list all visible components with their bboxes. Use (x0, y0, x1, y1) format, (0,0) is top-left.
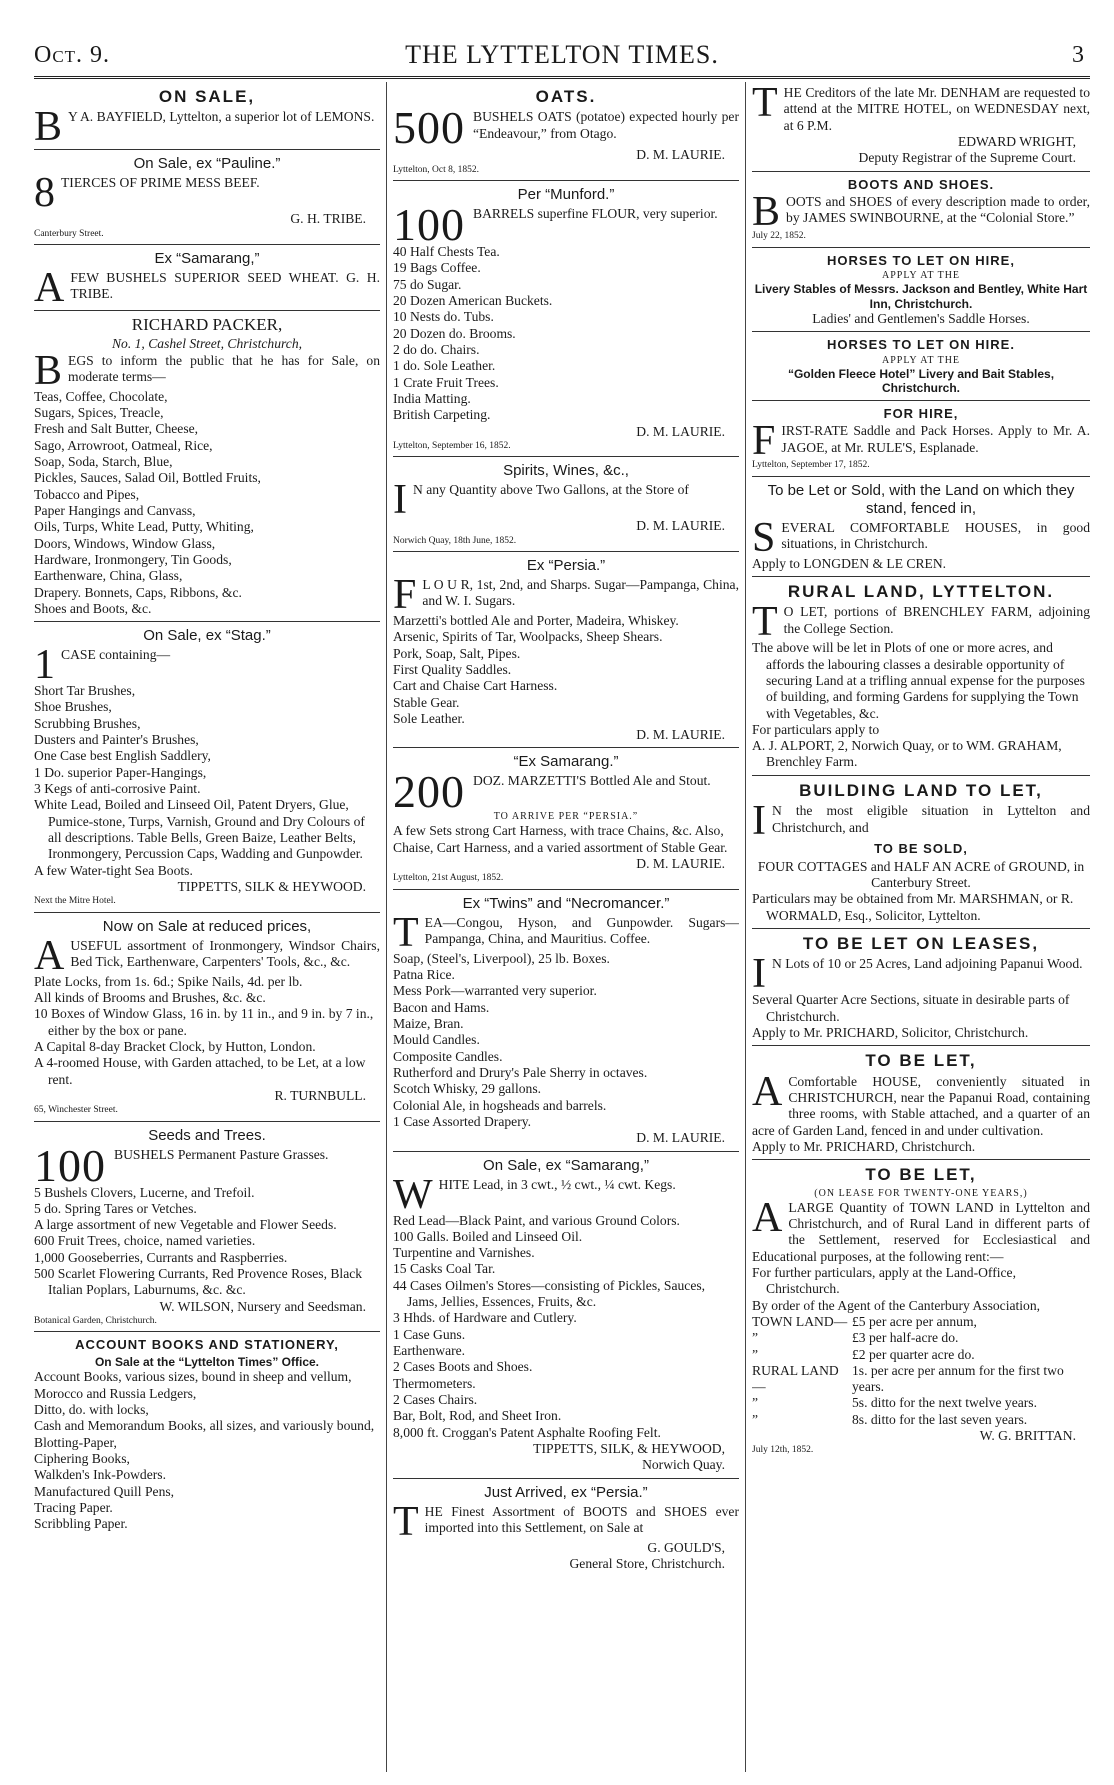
issue-date: Oct. 9. (34, 42, 111, 68)
ad-heading: Spirits, Wines, &c., (503, 462, 629, 480)
ad-signature: D. M. LAURIE. (636, 1130, 725, 1146)
ad-signature: TIPPETTS, SILK & HEYWOOD. (177, 878, 366, 894)
ad-venue: “Golden Fleece Hotel” Livery and Bait Stables, Christchurch. (787, 366, 1055, 396)
ad-initial: F (752, 423, 776, 460)
advertisement (34, 1332, 380, 1536)
ad-initial: 500 (393, 109, 465, 148)
ad-initial: A (34, 937, 65, 974)
ad-line: 100 Galls. Boiled and Linseed Oil. (393, 1228, 583, 1244)
ad-line: Apply to Mr. PRICHARD, Christchurch. (752, 1139, 976, 1154)
ad-line: Cash and Memorandum Books, all sizes, and variously bound, (34, 1418, 375, 1434)
ad-opening (752, 520, 1090, 556)
rate-value: 1s. per acre per annum for the first two years. (852, 1362, 1064, 1395)
ad-line: 1 Case Assorted Drapery. (393, 1113, 532, 1129)
ad-opening-text: HE Finest Assortment of BOOTS and SHOES ever imported into this Settlement, on Sale at (424, 1503, 739, 1535)
ad-line: Teas, Coffee, Chocolate, (34, 388, 168, 404)
ad-opening-text: BUSHELS OATS (potatoe) expected hourly per “Endeavour,” from Otago. (473, 109, 739, 141)
ad-heading: OATS. (535, 87, 597, 106)
ad-line: White Lead, Boiled and Linseed Oil, Patent Dryers, Glue, Pumice-stone, Turps, Varnish, Ground and Dry Colours of all descriptions. Table Bells, Green Baize, Leather Belts, Ironmongery, Percussion Caps, Wadding and Gunpowder. (34, 797, 365, 862)
ad-subheading: (ON LEASE FOR TWENTY-ONE YEARS,) (814, 1187, 1028, 1199)
ad-line: Bar, Bolt, Rod, and Sheet Iron. (393, 1408, 562, 1424)
ad-line: 3 Kegs of anti-corrosive Paint. (34, 781, 201, 797)
rate-value: £5 per acre per annum, (852, 1313, 977, 1329)
advertisement (34, 1122, 380, 1333)
ad-initial: I (393, 482, 407, 519)
ad-opening-text: CASE containing— (61, 647, 171, 663)
ad-line: For particulars apply to (752, 721, 880, 737)
ad-signature-line: Norwich Quay. (642, 1457, 725, 1473)
ad-heading: TO BE LET ON LEASES, (802, 934, 1040, 954)
advertisement (752, 929, 1090, 1046)
ad-line: Account Books, various sizes, bound in sheep and vellum, (34, 1369, 352, 1385)
ad-opening-text: N any Quantity above Two Gallons, at the Store of (413, 482, 689, 498)
ad-initial: 1 (34, 647, 55, 684)
ad-signature: D. M. LAURIE. (636, 727, 725, 743)
ad-line: 600 Fruit Trees, choice, named varieties. (34, 1233, 256, 1249)
advertisement (752, 172, 1090, 248)
ad-line: 19 Bags Coffee. (393, 260, 481, 276)
ad-line: 10 Nests do. Tubs. (393, 309, 494, 325)
ad-opening (34, 353, 380, 389)
ad-line: Mould Candles. (393, 1032, 480, 1048)
ad-opening (393, 1177, 739, 1213)
ad-line: Sole Leather. (393, 710, 465, 726)
ad-heading: “Ex Samarang.” (513, 753, 619, 771)
ad-opening (752, 1074, 1090, 1139)
ad-line: A. J. ALPORT, 2, Norwich Quay, or to WM. GRAHAM, Brenchley Farm. (752, 738, 1062, 770)
ad-line: Paper Hangings and Canvass, (34, 502, 196, 518)
ad-line: Earthenware, China, Glass, (34, 568, 183, 584)
ad-line: Ditto, do. with locks, (34, 1402, 149, 1418)
ad-initial: T (752, 604, 778, 641)
ad-heading: ON SALE, (158, 87, 256, 106)
ad-signature: W. G. BRITTAN. (979, 1428, 1076, 1444)
ad-line: 5 Bushels Clovers, Lucerne, and Trefoil. (34, 1184, 255, 1200)
ad-dateline: 65, Winchester Street. (34, 1105, 118, 1116)
advertisement (34, 913, 380, 1122)
ad-line: Pork, Soap, Salt, Pipes. (393, 645, 521, 661)
ad-heading: On Sale, ex “Samarang,” (483, 1156, 649, 1174)
ad-note: APPLY AT THE (881, 354, 961, 366)
rate-value: 8s. ditto for the last seven years. (852, 1411, 1028, 1427)
ad-signature: EDWARD WRIGHT, (957, 133, 1076, 149)
ad-line: Plate Locks, from 1s. 6d.; Spike Nails, 4d. per lb. (34, 973, 303, 989)
rate-label: RURAL LAND— (752, 1362, 839, 1395)
ad-initial: B (34, 352, 63, 389)
ad-opening-text: IRST-RATE Saddle and Pack Horses. Apply to Mr. A. JAGOE, at Mr. RULE'S, Esplanade. (781, 423, 1090, 455)
ad-opening (393, 109, 739, 147)
column-rule (745, 82, 746, 1772)
rate-label: ” (752, 1411, 759, 1427)
ad-line: Morocco and Russia Ledgers, (34, 1385, 197, 1401)
ad-signature: D. M. LAURIE. (636, 147, 725, 163)
ad-note: TO ARRIVE PER “PERSIA.” (493, 811, 639, 823)
ad-line: 1 Crate Fruit Trees. (393, 374, 499, 390)
ad-line: Drapery. Bonnets, Caps, Ribbons, &c. (34, 584, 242, 600)
ad-opening-text: Y A. BAYFIELD, Lyttelton, a superior lot of LEMONS. (68, 109, 375, 125)
ad-initial: W (393, 1176, 433, 1213)
ad-line: 10 Boxes of Window Glass, 16 in. by 11 in., and 9 in. by 7 in., either by the box or pane. (34, 1006, 374, 1038)
ad-line: The above will be let in Plots of one or more acres, and affords the labouring classes a desirable opportunity of securing Land at a trifling annual expense for the purposes of building, and forming Gardens for supplying the Town with Vegetables, &c. (752, 640, 1085, 721)
ad-initial: B (752, 194, 781, 231)
ad-initial: I (752, 803, 766, 840)
rate-value: 5s. ditto for the next twelve years. (852, 1395, 1037, 1411)
ad-line: 8,000 ft. Croggan's Patent Asphalte Roofing Felt. (393, 1424, 661, 1440)
ad-line: 2 do do. Chairs. (393, 341, 480, 357)
ad-line: 2 Cases Chairs. (393, 1391, 478, 1407)
ad-line: Doors, Windows, Window Glass, (34, 535, 216, 551)
ad-opening (393, 915, 739, 951)
ad-heading: To be Let or Sold, with the Land on which they stand, fenced in, (767, 481, 1075, 517)
ad-initial: F (393, 576, 417, 613)
ad-signature-line: General Store, Christchurch. (569, 1555, 725, 1571)
advertisement (752, 82, 1090, 172)
rate-row (752, 1363, 1090, 1396)
advertisement (393, 1152, 739, 1479)
ad-opening (34, 270, 380, 306)
rate-value: £2 per quarter acre do. (852, 1346, 975, 1362)
ad-opening-text: TIERCES OF PRIME MESS BEEF. (61, 175, 260, 191)
ad-opening (393, 1504, 739, 1540)
advertisement (393, 457, 739, 552)
ad-line: 44 Cases Oilmen's Stores—consisting of Pickles, Sauces, Jams, Jellies, Essences, Fruits, &c. (393, 1277, 706, 1310)
ad-line: Earthenware. (393, 1343, 466, 1359)
ad-line: Scotch Whisky, 29 gallons. (393, 1081, 542, 1097)
masthead (34, 38, 1090, 79)
ad-dateline: Norwich Quay, 18th June, 1852. (393, 535, 517, 546)
ad-dateline: Lyttelton, Oct 8, 1852. (393, 164, 480, 175)
ad-line: Scribbling Paper. (34, 1516, 128, 1532)
ad-initial: A (752, 1199, 783, 1241)
ad-opening-text: L O U R, 1st, 2nd, and Sharps. Sugar—Pampanga, China, and W. I. Sugars. (422, 576, 739, 609)
ad-initial: A (752, 1073, 783, 1115)
ad-dateline: Lyttelton, September 16, 1852. (393, 440, 511, 451)
rate-value: £3 per half-acre do. (852, 1330, 959, 1346)
ad-opening (393, 577, 739, 613)
ad-line: Rutherford and Drury's Pale Sherry in octaves. (393, 1064, 648, 1080)
ad-initial: B (34, 109, 63, 146)
ad-line: 75 do Sugar. (393, 276, 462, 292)
ad-heading: HORSES TO LET ON HIRE, (827, 252, 1015, 268)
ad-heading: Per “Munford.” (517, 186, 615, 204)
rate-row (752, 1347, 1090, 1363)
ad-heading: RURAL LAND, LYTTELTON. (787, 581, 1055, 601)
ad-heading: Seeds and Trees. (148, 1126, 266, 1144)
ad-line: A few Sets strong Cart Harness, with trace Chains, &c. Also, (393, 823, 724, 839)
ad-opening (752, 803, 1090, 839)
ad-heading: Ex “Persia.” (526, 556, 606, 574)
advertisement (393, 181, 739, 457)
ad-line: Dusters and Painter's Brushes, (34, 732, 199, 748)
rate-label: ” (752, 1395, 759, 1411)
ad-line: Shoe Brushes, (34, 699, 112, 715)
ad-line: A large assortment of new Vegetable and Flower Seeds. (34, 1217, 337, 1233)
ad-initial: 100 (34, 1146, 106, 1185)
rate-label: TOWN LAND— (752, 1313, 848, 1329)
ad-line: Chaise, Cart Harness, and a varied assortment of Stable Gear. (393, 839, 728, 855)
ad-line: Soap, (Steel's, Liverpool), 25 lb. Boxes. (393, 950, 610, 966)
ad-heading: RICHARD PACKER, (131, 315, 283, 335)
ad-line: 1 do. Sole Leather. (393, 358, 496, 374)
ad-line: A few Water-tight Sea Boots. (34, 862, 193, 878)
ad-center-text: FOUR COTTAGES and HALF AN ACRE of GROUND, in Canterbury Street. (757, 858, 1085, 891)
ad-signature: W. WILSON, Nursery and Seedsman. (159, 1298, 366, 1314)
ad-signature: G. GOULD'S, (647, 1539, 725, 1555)
ad-opening (34, 938, 380, 974)
column-1 (34, 82, 380, 1772)
ad-line: 1 Do. superior Paper-Hangings, (34, 764, 207, 780)
ad-line: Red Lead—Black Paint, and various Ground Colors. (393, 1212, 680, 1228)
column-2 (393, 82, 739, 1772)
ad-line: Manufactured Quill Pens, (34, 1483, 175, 1499)
ad-heading: TO BE LET, (865, 1165, 977, 1185)
ad-opening-text: USEFUL assortment of Ironmongery, Windsor Chairs, Bed Tick, Earthenware, Carpenters' Tools, &c., &c. (70, 937, 380, 969)
ad-dateline: Lyttelton, September 17, 1852. (752, 460, 870, 471)
advertisement (393, 1479, 739, 1577)
ad-line: India Matting. (393, 390, 471, 406)
ad-line: For further particulars, apply at the Land-Office, Christchurch. (752, 1264, 1016, 1297)
advertisement (752, 1160, 1090, 1460)
ad-line: Thermometers. (393, 1375, 476, 1391)
advertisement (752, 477, 1090, 577)
rate-row (752, 1330, 1090, 1346)
ad-signature: D. M. LAURIE. (636, 423, 725, 439)
advertisement (34, 311, 380, 622)
ad-opening (752, 194, 1090, 230)
ad-dateline: Botanical Garden, Christchurch. (34, 1316, 157, 1327)
ad-dateline: July 12th, 1852. (752, 1445, 814, 1456)
ad-line: Sago, Arrowroot, Oatmeal, Rice, (34, 437, 213, 453)
ad-venue: Livery Stables of Messrs. Jackson and Bentley, White Hart Inn, Christchurch. (754, 282, 1088, 311)
ad-line: One Case best English Saddlery, (34, 748, 211, 764)
ad-line: Several Quarter Acre Sections, situate in desirable parts of Christchurch. (752, 992, 1070, 1024)
ad-signature-line: Deputy Registrar of the Supreme Court. (858, 150, 1076, 166)
ad-opening-text: EGS to inform the public that he has for Sale, on moderate terms— (68, 352, 380, 385)
ad-heading: Ex “Samarang,” (154, 250, 260, 268)
ad-line: Fresh and Salt Butter, Cheese, (34, 421, 199, 437)
ad-opening (393, 206, 739, 244)
ad-heading: Just Arrived, ex “Persia.” (484, 1483, 648, 1501)
ad-line: Tracing Paper. (34, 1499, 113, 1515)
ad-opening-text: DOZ. MARZETTI'S Bottled Ale and Stout. (473, 773, 711, 789)
ad-note: APPLY AT THE (881, 270, 961, 282)
ad-heading: On Sale, ex “Pauline.” (133, 155, 281, 173)
ad-signature: D. M. LAURIE. (636, 518, 725, 534)
ad-line: 20 Dozen do. Brooms. (393, 325, 516, 341)
ad-line: 2 Cases Boots and Shoes. (393, 1359, 533, 1375)
ad-line: Shoes and Boots, &c. (34, 600, 152, 616)
ad-line: Colonial Ale, in hogsheads and barrels. (393, 1097, 607, 1113)
ad-line: Maize, Bran. (393, 1016, 464, 1032)
ad-line: Mess Pork—warranted very superior. (393, 983, 597, 999)
ad-dateline: Next the Mitre Hotel. (34, 896, 116, 907)
ad-line: Ciphering Books, (34, 1450, 130, 1466)
advertisement (752, 1046, 1090, 1160)
ad-line: 15 Casks Coal Tar. (393, 1261, 496, 1277)
rate-row (752, 1412, 1090, 1428)
ad-heading: Now on Sale at reduced prices, (102, 917, 312, 935)
ad-opening-text: N Lots of 10 or 25 Acres, Land adjoining Papanui Wood. (772, 956, 1083, 972)
advertisement (393, 552, 739, 749)
advertisement (752, 248, 1090, 333)
ad-line: A 4-roomed House, with Garden attached, to be Let, at a low rent. (34, 1055, 366, 1087)
ad-opening-text: BUSHELS Permanent Pasture Grasses. (114, 1146, 329, 1162)
ad-line: 1,000 Gooseberries, Currants and Raspberries. (34, 1249, 288, 1265)
ad-signature: G. H. TRIBE. (290, 211, 366, 227)
page-number: 3 (1072, 42, 1084, 68)
ad-opening (752, 1200, 1090, 1265)
column-3 (752, 82, 1090, 1772)
ad-line: Patna Rice. (393, 967, 455, 983)
advertisement (393, 82, 739, 181)
ad-opening (393, 773, 739, 811)
ad-opening (752, 85, 1090, 134)
ad-heading: BUILDING LAND TO LET, (799, 780, 1043, 800)
ad-line: Blotting-Paper, (34, 1434, 117, 1450)
ad-address: No. 1, Cashel Street, Christchurch, (111, 336, 303, 352)
ad-line: 40 Half Chests Tea. (393, 244, 500, 260)
ad-initial: I (752, 956, 766, 993)
ad-opening-text: LARGE Quantity of TOWN LAND in Lyttelton and Christchurch, and of Rural Land in different parts of the Settlement, reserved for Ecclesiastical and Educational purposes, at the following rent:— (752, 1199, 1090, 1264)
ad-signature: TIPPETTS, SILK, & HEYWOOD, (533, 1440, 725, 1456)
rate-row (752, 1314, 1090, 1330)
newspaper-title: THE LYTTELTON TIMES. (405, 40, 719, 69)
ad-line: 1 Case Guns. (393, 1326, 466, 1342)
rate-label: ” (752, 1346, 759, 1362)
advertisement (34, 622, 380, 912)
ad-opening-text: HE Creditors of the late Mr. DENHAM are requested to attend at the MITRE HOTEL, on WEDNESDAY next, at 6 P.M. (783, 85, 1090, 133)
ad-line: Composite Candles. (393, 1048, 503, 1064)
ad-line: Scrubbing Brushes, (34, 715, 141, 731)
ad-signature: D. M. LAURIE. (636, 856, 725, 872)
advertisement (752, 577, 1090, 776)
rate-row (752, 1395, 1090, 1411)
advertisement (34, 150, 380, 245)
ad-opening (34, 1147, 380, 1185)
ad-line: Walkden's Ink-Powders. (34, 1467, 166, 1483)
ad-initial: T (393, 1503, 419, 1540)
ad-line: A Capital 8-day Bracket Clock, by Hutton, London. (34, 1038, 316, 1054)
ad-opening-text: HITE Lead, in 3 cwt., ½ cwt., ¼ cwt. Kegs. (438, 1176, 676, 1192)
advertisement (393, 890, 739, 1152)
ad-opening-text: EA—Congou, Hyson, and Gunpowder. Sugars—Pampanga, China, and Mauritius. Coffee. (424, 914, 739, 947)
advertisement (752, 332, 1090, 400)
ad-line: Stable Gear. (393, 694, 460, 710)
ad-heading: BOOTS AND SHOES. (847, 176, 995, 192)
ad-line: Particulars may be obtained from Mr. MARSHMAN, or R. WORMALD, Esq., Solicitor, Lyttelton. (752, 891, 1074, 923)
ad-initial: T (752, 85, 778, 126)
ad-line: 3 Hhds. of Hardware and Cutlery. (393, 1310, 577, 1326)
ad-initial: T (393, 914, 419, 951)
ad-opening (393, 482, 739, 518)
ad-initial: A (34, 270, 65, 307)
ad-line: Short Tar Brushes, (34, 683, 136, 699)
ad-opening (752, 956, 1090, 992)
ad-line: By order of the Agent of the Canterbury Association, (752, 1297, 1041, 1313)
ad-line: Hardware, Ironmongery, Tin Goods, (34, 551, 232, 567)
ad-line: Marzetti's bottled Ale and Porter, Madeira, Whiskey. (393, 612, 679, 628)
ad-initial: 8 (34, 175, 55, 212)
ad-opening-text: FEW BUSHELS SUPERIOR SEED WHEAT. G. H. TRIBE. (70, 270, 380, 302)
ad-subheading: TO BE SOLD, (874, 841, 968, 857)
ad-opening (752, 604, 1090, 640)
ad-initial: 200 (393, 773, 465, 812)
ad-opening (34, 647, 380, 683)
ad-line: Apply to LONGDEN & LE CREN. (752, 555, 947, 571)
ad-heading: On Sale, ex “Stag.” (143, 627, 271, 645)
advertisement (34, 245, 380, 311)
ad-dateline: July 22, 1852. (752, 231, 806, 242)
ad-line: Tobacco and Pipes, (34, 486, 140, 502)
ad-line: British Carpeting. (393, 407, 491, 423)
ad-line: Bacon and Hams. (393, 999, 490, 1015)
ad-initial: S (752, 519, 776, 556)
ad-line: Soap, Soda, Starch, Blue, (34, 454, 173, 470)
ad-heading: HORSES TO LET ON HIRE. (827, 337, 1015, 353)
ad-subheading: On Sale at the “Lyttelton Times” Office. (94, 1355, 320, 1369)
ad-line: All kinds of Brooms and Brushes, &c. &c. (34, 989, 266, 1005)
ad-initial: 100 (393, 206, 465, 245)
ad-line: First Quality Saddles. (393, 661, 512, 677)
ad-opening (752, 423, 1090, 459)
ad-opening-text: BARRELS superfine FLOUR, very superior. (473, 206, 718, 222)
ad-signature: R. TURNBULL. (274, 1087, 366, 1103)
ad-heading: FOR HIRE, (883, 405, 959, 421)
ad-line: Cart and Chaise Cart Harness. (393, 678, 558, 694)
ad-line: Sugars, Spices, Treacle, (34, 405, 164, 421)
rate-label: ” (752, 1330, 759, 1346)
ad-line: Turpentine and Varnishes. (393, 1245, 535, 1261)
ad-dateline: Lyttelton, 21st August, 1852. (393, 873, 504, 884)
advertisement (752, 401, 1090, 477)
ad-center-text: Ladies' and Gentlemen's Saddle Horses. (812, 310, 1030, 326)
ad-heading: ACCOUNT BOOKS AND STATIONERY, (75, 1337, 339, 1353)
advertisement (393, 748, 739, 889)
ad-line: Apply to Mr. PRICHARD, Solicitor, Christchurch. (752, 1025, 1029, 1041)
ad-line: Oils, Turps, White Lead, Putty, Whiting, (34, 519, 254, 535)
ad-opening-text: Comfortable HOUSE, conveniently situated in CHRISTCHURCH, near the Papanui Road, containing three rooms, with Stable attached, and a quarter of an acre of Garden Land, fenced in and under cultivation. (752, 1073, 1090, 1138)
ad-line: 20 Dozen American Buckets. (393, 293, 553, 309)
ad-line: 500 Scarlet Flowering Currants, Red Provence Roses, Black Italian Poplars, Laburnums, &c. &c. (34, 1266, 363, 1298)
ad-line: Pickles, Sauces, Salad Oil, Bottled Fruits, (34, 470, 261, 486)
ad-heading: Ex “Twins” and “Necromancer.” (462, 894, 670, 912)
ad-heading: TO BE LET, (865, 1051, 977, 1071)
ad-opening (34, 109, 380, 145)
ad-opening-text: OOTS and SHOES of every description made to order, by JAMES SWINBOURNE, at the “Colonial Store.” (786, 194, 1090, 226)
ad-line: Arsenic, Spirits of Tar, Woolpacks, Sheep Shears. (393, 629, 663, 645)
ad-opening-text: EVERAL COMFORTABLE HOUSES, in good situations, in Christchurch. (781, 519, 1090, 551)
ad-opening (34, 175, 380, 211)
ad-opening-text: N the most eligible situation in Lyttelton and Christchurch, and (772, 803, 1090, 835)
column-rule (386, 82, 387, 1772)
advertisement (752, 776, 1090, 929)
ad-line: 5 do. Spring Tares or Vetches. (34, 1200, 197, 1216)
ad-dateline: Canterbury Street. (34, 228, 104, 239)
ad-opening-text: O LET, portions of BRENCHLEY FARM, adjoining the College Section. (783, 604, 1090, 636)
advertisement (34, 82, 380, 150)
